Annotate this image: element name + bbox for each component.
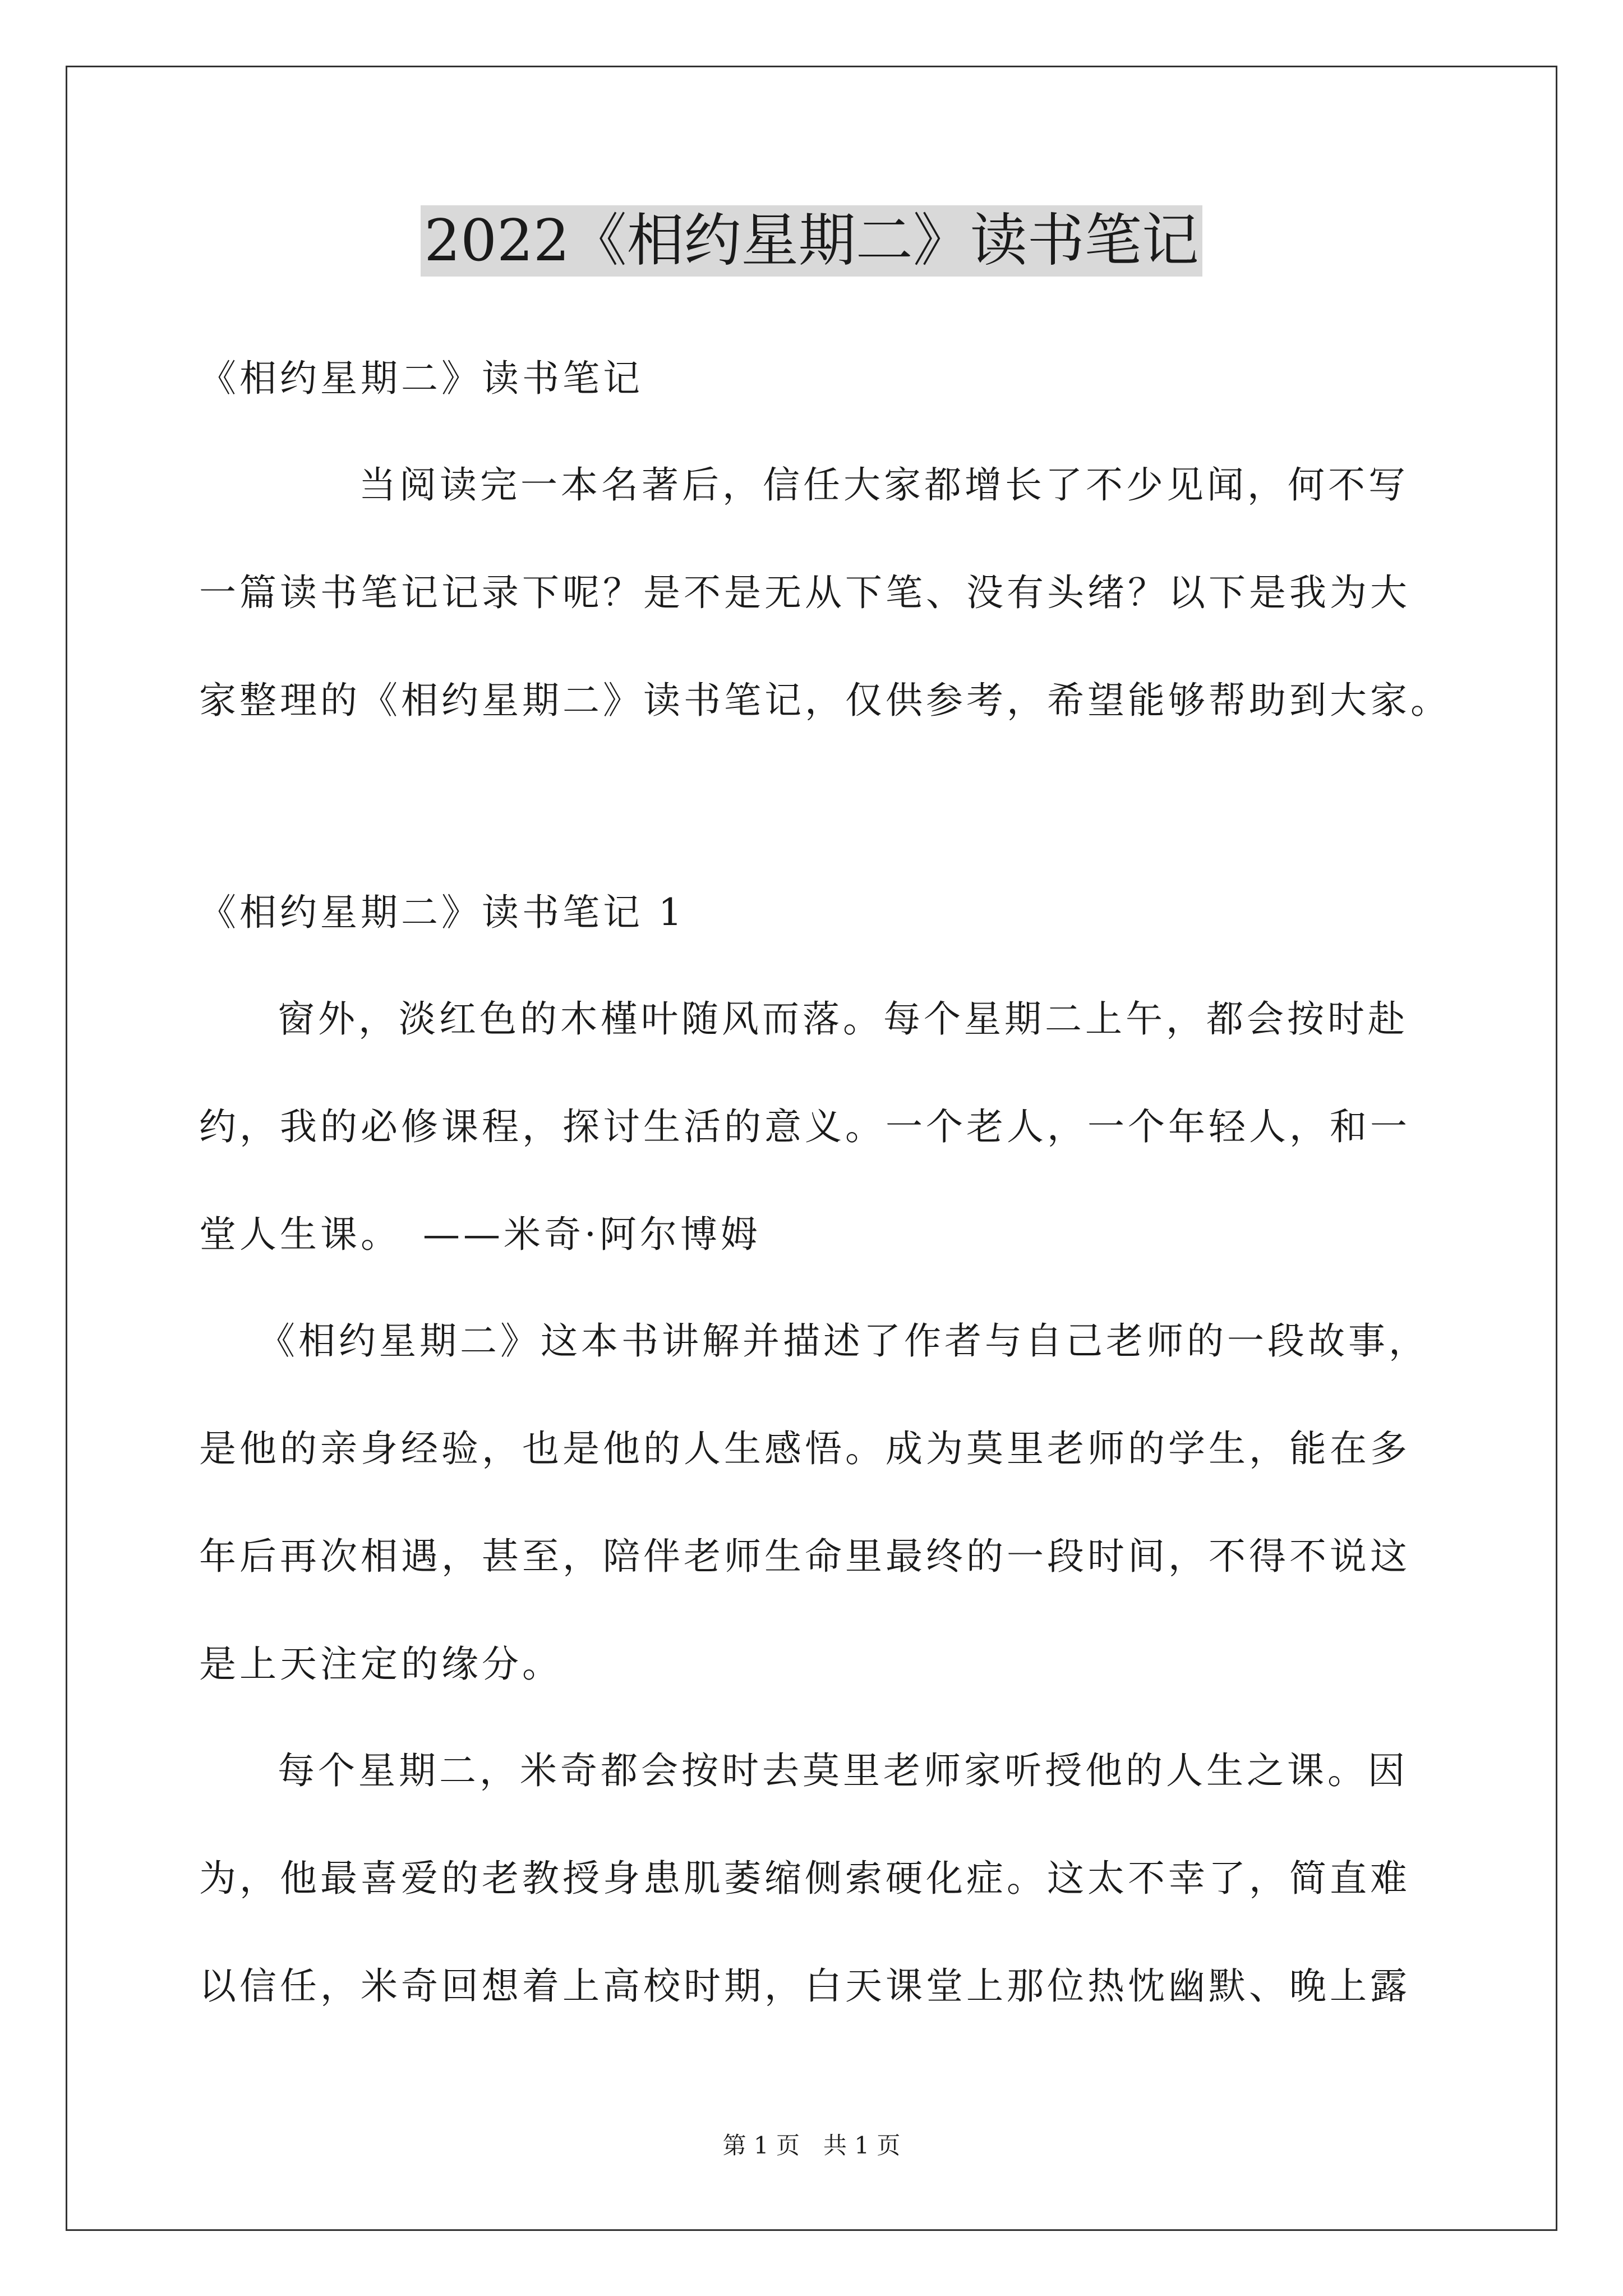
paragraph3-line-1: 每个星期二，米奇都会按时去莫里老师家听授他的人生之课。因	[278, 1749, 1408, 1792]
paragraph2-line-4: 是上天注定的缘分。	[199, 1642, 562, 1686]
intro-line-1: 当阅读完一本名著后，信任大家都增长了不少见闻，何不写	[359, 463, 1409, 507]
section-heading: 《相约星期二》读书笔记 1	[199, 891, 685, 934]
paragraph1-line-3: 堂人生课。 ——米奇·阿尔博姆	[199, 1213, 761, 1256]
page-footer: 第 1 页 共 1 页	[722, 2132, 901, 2159]
paragraph2-line-2: 是他的亲身经验，也是他的人生感悟。成为莫里老师的学生，能在多	[199, 1427, 1410, 1470]
document-subtitle: 《相约星期二》读书笔记	[199, 357, 643, 400]
paragraph2-line-1: 《相约星期二》这本书讲解并描述了作者与自己老师的一段故事，	[258, 1319, 1429, 1363]
intro-line-2: 一篇读书笔记记录下呢？是不是无从下笔、没有头绪？以下是我为大	[199, 571, 1410, 614]
intro-line-3: 家整理的《相约星期二》读书笔记，仅供参考，希望能够帮助到大家。	[199, 679, 1451, 722]
document-title-text: 2022《相约星期二》读书笔记	[421, 205, 1202, 277]
paragraph1-line-2: 约，我的必修课程，探讨生活的意义。一个老人，一个年轻人，和一	[199, 1105, 1410, 1148]
paragraph2-line-3: 年后再次相遇，甚至，陪伴老师生命里最终的一段时间，不得不说这	[199, 1535, 1410, 1578]
paragraph3-line-3: 以信任，米奇回想着上高校时期，白天课堂上那位热忱幽默、晚上露	[199, 1964, 1410, 2008]
paragraph3-line-2: 为，他最喜爱的老教授身患肌萎缩侧索硬化症。这太不幸了，简直难	[199, 1857, 1410, 1900]
document-title	[0, 202, 1623, 280]
paragraph1-line-1: 窗外，淡红色的木槿叶随风而落。每个星期二上午，都会按时赴	[278, 997, 1408, 1041]
